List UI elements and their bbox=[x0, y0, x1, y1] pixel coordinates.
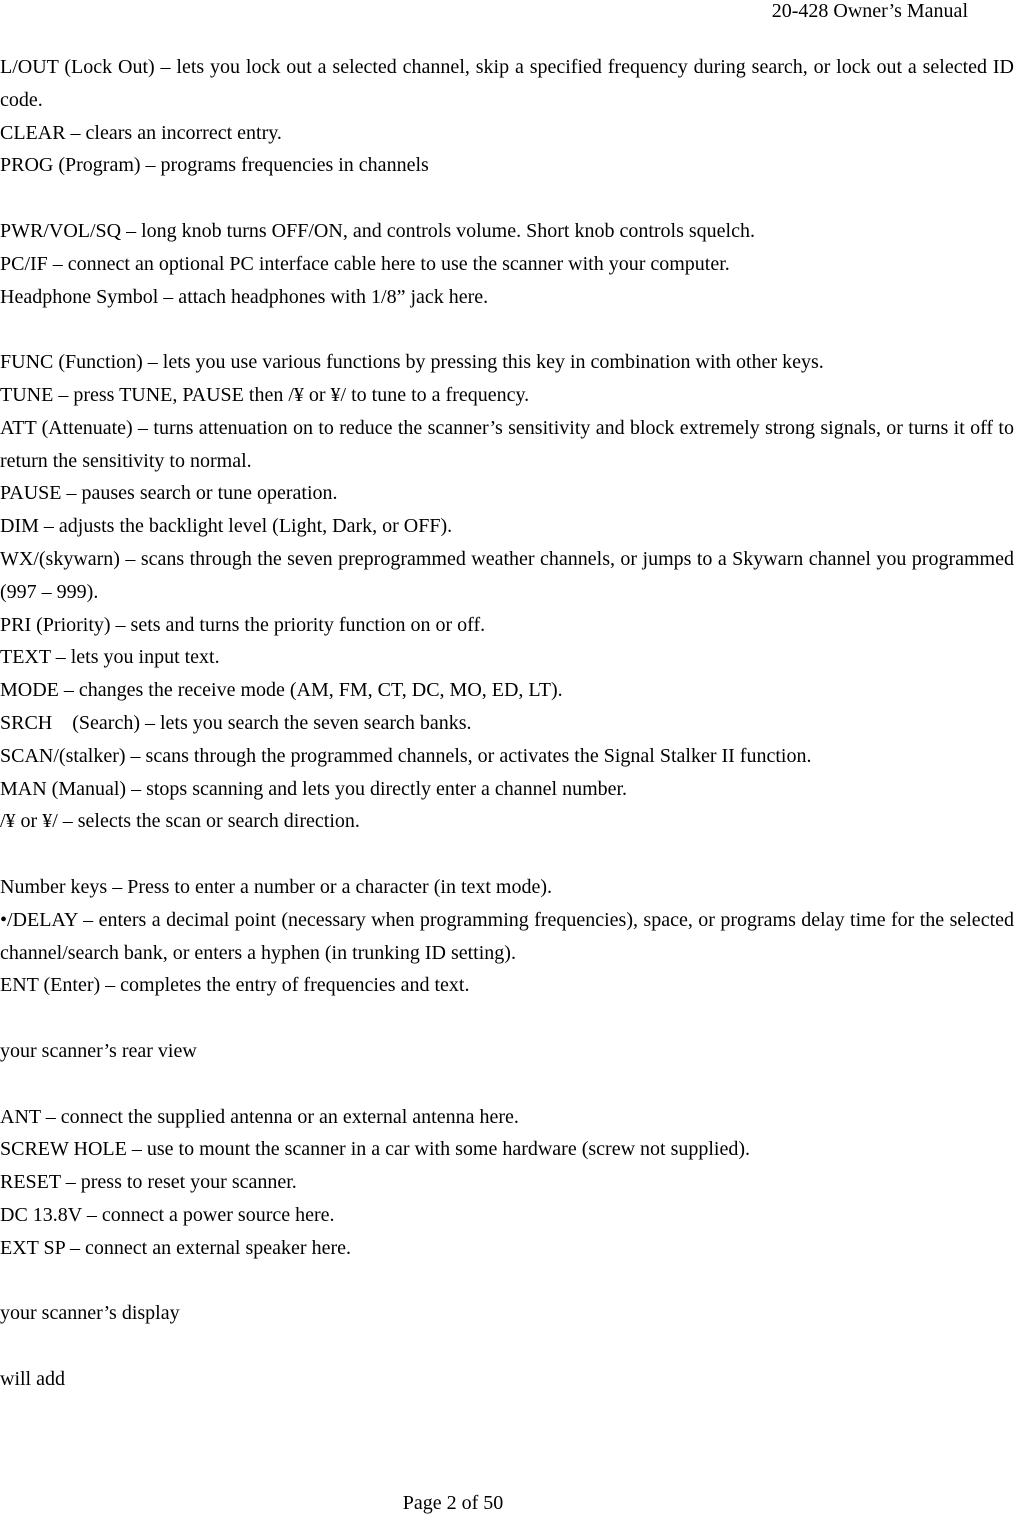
scan-description: SCAN/(stalker) – scans through the programmed channels, or activates the Signal Stalker II function. bbox=[0, 744, 812, 767]
clear-description: CLEAR – clears an incorrect entry. bbox=[0, 121, 282, 144]
will-add-note: will add bbox=[0, 1367, 65, 1390]
man-description: MAN (Manual) – stops scanning and lets you directly enter a channel number. bbox=[0, 777, 628, 800]
delay-description: •/DELAY – enters a decimal point (necessary when programming frequencies), space, or programs delay time for the selected channel/search bank, or enters a hyphen (in trunking ID setting). bbox=[0, 908, 1014, 964]
func-description: FUNC (Function) – lets you use various functions by pressing this key in combination with other keys. bbox=[0, 351, 824, 374]
number-keys-description: Number keys – Press to enter a number or a character (in text mode). bbox=[0, 875, 553, 898]
text-description: TEXT – lets you input text. bbox=[0, 646, 220, 669]
pri-description: PRI (Priority) – sets and turns the priority function on or off. bbox=[0, 613, 486, 636]
dim-description: DIM – adjusts the backlight level (Light, Dark, or OFF). bbox=[0, 515, 453, 538]
page-number: Page 2 of 50 bbox=[402, 1492, 504, 1514]
direction-description: /¥ or ¥/ – selects the scan or search direction. bbox=[0, 810, 360, 833]
srch-description: SRCH (Search) – lets you search the seven search banks. bbox=[0, 711, 472, 734]
rear-view-heading: your scanner’s rear view bbox=[0, 1039, 197, 1062]
pwr-vol-sq-description: PWR/VOL/SQ – long knob turns OFF/ON, and controls volume. Short knob controls squelch. bbox=[0, 219, 755, 242]
prog-description: PROG (Program) – programs frequencies in channels bbox=[0, 154, 429, 177]
mode-description: MODE – changes the receive mode (AM, FM, CT, DC, MO, ED, LT). bbox=[0, 679, 563, 702]
ant-description: ANT – connect the supplied antenna or an external antenna here. bbox=[0, 1105, 519, 1128]
paragraph-spacer bbox=[0, 182, 1014, 215]
document-body bbox=[0, 51, 1014, 1396]
ent-description: ENT (Enter) – completes the entry of frequencies and text. bbox=[0, 974, 470, 997]
page-footer bbox=[0, 1492, 1014, 1514]
tune-description: TUNE – press TUNE, PAUSE then /¥ or ¥/ to tune to a frequency. bbox=[0, 383, 530, 406]
ext-sp-description: EXT SP – connect an external speaker here. bbox=[0, 1236, 351, 1259]
headphone-description: Headphone Symbol – attach headphones with 1/8” jack here. bbox=[0, 285, 489, 308]
att-description: ATT (Attenuate) – turns attenuation on to reduce the scanner’s sensitivity and block extremely strong signals, or turns it off to return the sensitivity to normal. bbox=[0, 416, 1014, 472]
reset-description: RESET – press to reset your scanner. bbox=[0, 1171, 297, 1194]
dc-description: DC 13.8V – connect a power source here. bbox=[0, 1203, 335, 1226]
lockout-description: L/OUT (Lock Out) – lets you lock out a selected channel, skip a specified frequency during search, or lock out a selected ID code. bbox=[0, 56, 1014, 111]
screw-hole-description: SCREW HOLE – use to mount the scanner in a car with some hardware (screw not supplied). bbox=[0, 1138, 750, 1161]
paragraph-spacer bbox=[0, 1002, 1014, 1035]
display-heading: your scanner’s display bbox=[0, 1302, 180, 1325]
paragraph-spacer bbox=[0, 313, 1014, 346]
pause-description: PAUSE – pauses search or tune operation. bbox=[0, 482, 338, 505]
wx-description: WX/(skywarn) – scans through the seven preprogrammed weather channels, or jumps to a Skywarn channel you programmed (997 – 999). bbox=[0, 547, 1014, 603]
paragraph-spacer bbox=[0, 1330, 1014, 1363]
paragraph-spacer bbox=[0, 1264, 1014, 1297]
page-header: 20-428 Owner’s Manual bbox=[771, 0, 968, 22]
paragraph-spacer bbox=[0, 838, 1014, 871]
paragraph-spacer bbox=[0, 1068, 1014, 1101]
pc-if-description: PC/IF – connect an optional PC interface cable here to use the scanner with your computer. bbox=[0, 252, 730, 275]
